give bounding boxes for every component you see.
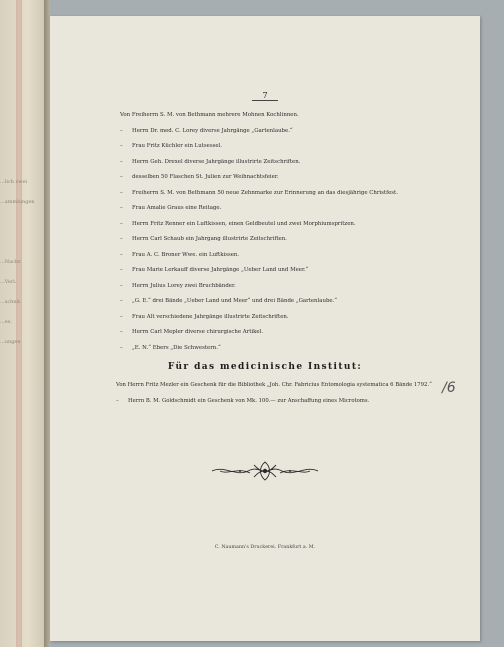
page-number-underline: [252, 100, 278, 101]
ornament-icon: [210, 459, 320, 483]
entry-text: Herrn Fritz Renner ein Luftkissen, einen Geldbeutel und zwei Morphiumspritzen.: [132, 220, 356, 227]
dash-marker: –: [120, 143, 123, 149]
list-item: [120, 279, 470, 295]
adjacent-page-line: ...es.: [0, 319, 12, 325]
adjacent-page-text: [0, 179, 35, 360]
handwritten-margin-note: /6: [442, 380, 456, 396]
list-item: [120, 263, 470, 279]
entry-text: Von Herrn Fritz Mezler ein Geschenk für die Bibliothek „Joh. Chr. Fabricius Entomologia systematica 6 Bände 1792.“: [116, 382, 432, 388]
adjacent-page: [0, 0, 46, 647]
dash-marker: –: [120, 267, 123, 273]
list-item: [120, 124, 470, 140]
list-item: [120, 341, 470, 357]
adjacent-page-line: ...ungen: [0, 339, 21, 345]
dash-marker: –: [120, 158, 123, 165]
adjacent-page-line: ...ammlungen: [0, 199, 35, 205]
dash-marker: –: [120, 205, 123, 211]
dash-marker: –: [120, 236, 123, 242]
entry-text: Herrn Carl Mepler diverse chirurgische Artikel.: [132, 329, 264, 335]
entry-text: Frau Marie Lerkauff diverse Jahrgänge „Ueber Land und Meer.“: [132, 267, 309, 273]
dash-marker: –: [120, 313, 123, 320]
entry-text: Herrn Dr. med. C. Lorey diverse Jahrgänge „Gartenlaube.“: [132, 127, 293, 134]
list-item: [120, 248, 470, 264]
list-item: [120, 217, 470, 233]
document-page: [50, 16, 480, 641]
list-item: [120, 155, 470, 171]
page-number: 7: [262, 91, 268, 100]
adjacent-page-line: ...Verl.: [0, 279, 17, 285]
dash-marker: –: [120, 329, 123, 335]
dash-marker: –: [120, 298, 123, 304]
list-item: [120, 232, 470, 248]
donation-list: [120, 108, 470, 356]
adjacent-page-line: ...lich zwei: [0, 179, 28, 185]
dash-marker: –: [120, 174, 123, 180]
adjacent-page-line: [0, 220, 30, 240]
entry-text: Frau Fritz Küchler ein Lutsessel.: [132, 143, 222, 149]
list-item: [120, 310, 470, 326]
entry-text: Frau Alt verschiedene Jahrgänge illustrirte Zeitschriften.: [132, 313, 289, 320]
entry-text: Herrn B. M. Goldschmidt ein Geschenk von Mk. 100.— zur Anschaffung eines Microtoms.: [128, 398, 370, 404]
entry-text: „E. N.“ Ebers „Die Schwestern.“: [132, 344, 221, 351]
adjacent-page-line: ...Nachr.: [0, 259, 22, 265]
entry-text: Freiherrn S. M. von Bethmann 50 neue Zehnmarke zur Erinnerung an das diesjährige Christfest.: [132, 189, 398, 196]
list-item: [120, 294, 470, 310]
list-item: [120, 139, 470, 155]
list-item: [120, 201, 470, 217]
list-item: [116, 377, 476, 393]
entry-text: „G. E.“ drei Bände „Ueber Land und Meer“ und drei Bände „Gartenlaube.“: [132, 298, 338, 304]
entry-text: Herrn Geh. Drexel diverse Jahrgänge illustrirte Zeitschriften.: [132, 158, 301, 165]
dash-marker: –: [120, 127, 123, 134]
dash-marker: –: [120, 220, 123, 227]
entry-text: Herrn Julius Lorey zwei Bruchbänder.: [132, 282, 236, 289]
entry-text: Frau Amalie Graus eine Reitage.: [132, 205, 222, 211]
adjacent-page-line: [0, 240, 30, 260]
dash-marker: –: [116, 398, 119, 404]
entry-text: Herrn Carl Schaub ein Jahrgang illustrirte Zeitschriften.: [132, 236, 287, 242]
printer-imprint: C. Naumann's Druckerei. Frankfurt a. M.: [214, 545, 316, 550]
list-item: [120, 325, 470, 341]
list-item: [116, 393, 476, 409]
entry-text: Von Freiherrn S. M. von Bethmann mehrere Mohnen Kochlinnen.: [120, 112, 299, 118]
section-heading: Für das medicinische Institut:: [167, 362, 363, 372]
dash-marker: –: [120, 251, 123, 258]
list-item: [120, 186, 470, 202]
dash-marker: –: [120, 189, 123, 196]
adjacent-page-line: ...schnit.: [0, 299, 22, 305]
entry-text: Frau A. C. Broner Wwe. ein Luftkissen.: [132, 251, 240, 258]
entry-text: desselben 50 Flaschen St. Julien zur Weihnachtsfeier.: [132, 174, 279, 180]
list-item: [120, 108, 470, 124]
dash-marker: –: [120, 344, 123, 351]
list-item: [120, 170, 470, 186]
institute-donation-list: [116, 377, 476, 409]
dash-marker: –: [120, 282, 123, 289]
